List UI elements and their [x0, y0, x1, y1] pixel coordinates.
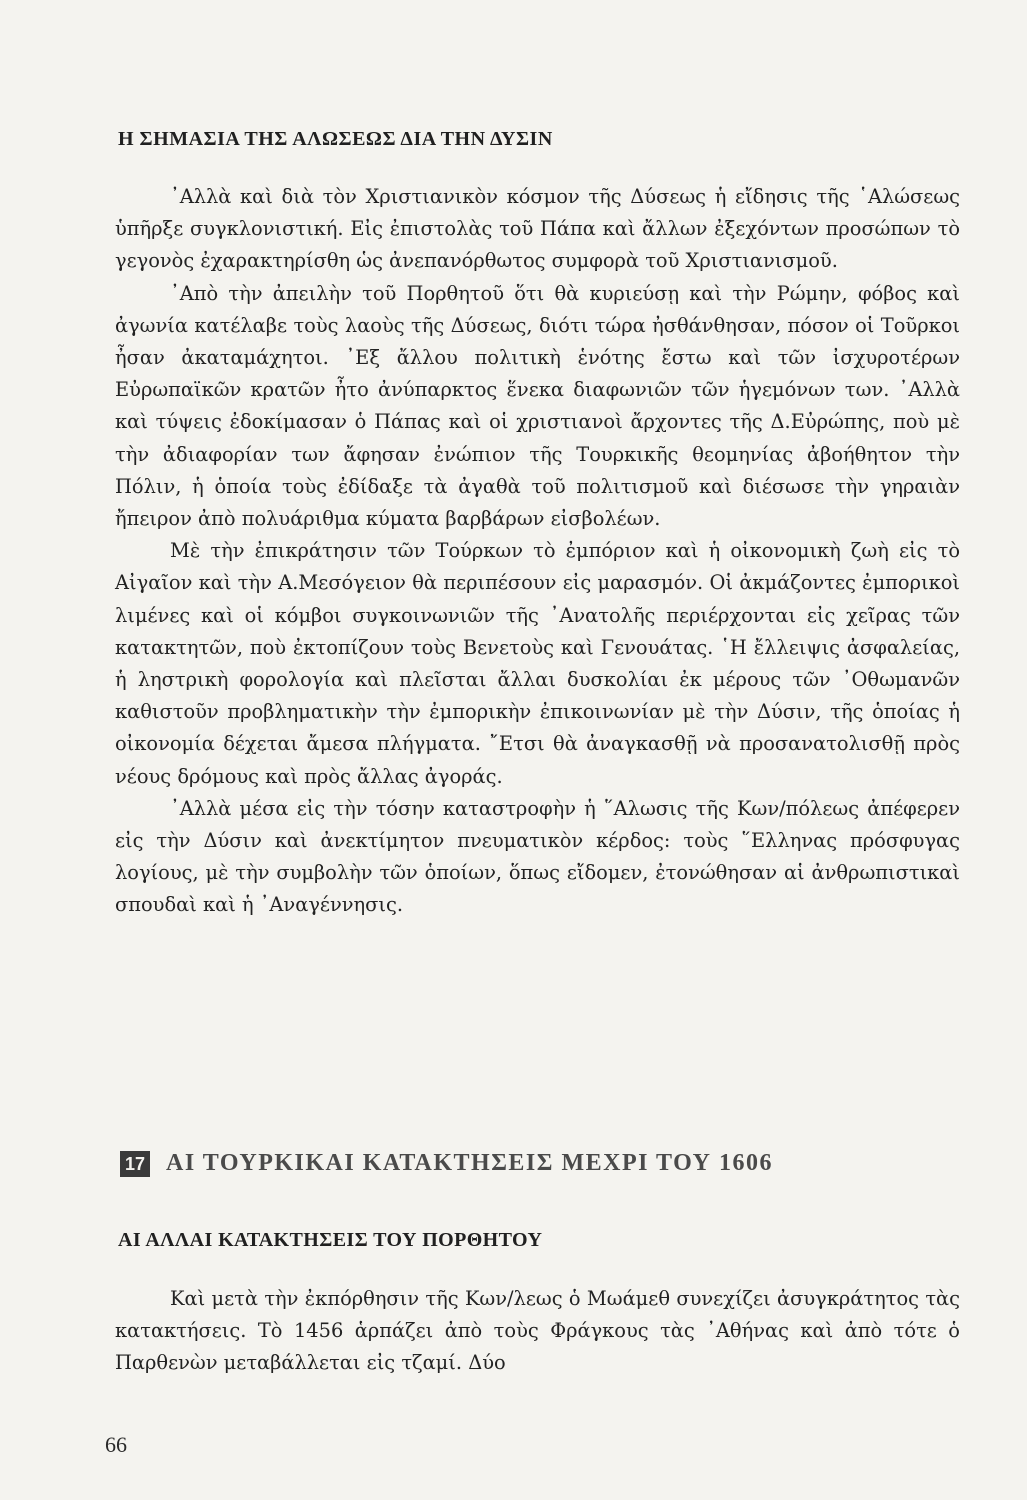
chapter-number-badge: 17 [120, 1151, 150, 1177]
paragraph: ᾿Αλλὰ μέσα εἰς τὴν τόσην καταστροφὴν ἡ ῞Αλωσις τῆς Κων/πόλεως ἀπέφερεν εἰς τὴν Δύσιν καὶ ἀνεκτίμητον πνευματικὸν κέρδος: τοὺς ῞Ελληνας πρόσφυγας λογίους, μὲ τὴν συμβολὴν τῶν ὁποίων, ὅπως εἴδομεν, ἐτονώθησαν αἱ ἀνθρωπιστικαὶ σπουδαὶ καὶ ἡ ᾿Αναγέννησις. [115, 796, 960, 917]
paragraph: Καὶ μετὰ τὴν ἐκπόρθησιν τῆς Κων/λεως ὁ Μωάμεθ συνεχίζει ἀσυγκράτητος τὰς κατακτήσεις. Τὸ 1456 ἁρπάζει ἀπὸ τοὺς Φράγκους τὰς ᾿Αθήνας καὶ ἀπὸ τότε ὁ Παρθενὼν μεταβάλλεται εἰς τζαμί. Δύο [115, 1287, 960, 1375]
chapter-heading [120, 1150, 773, 1177]
section-title: Η ΣΗΜΑΣΙΑ ΤΗΣ ΑΛΩΣΕΩΣ ΔΙΑ ΤΗΝ ΔΥΣΙΝ [118, 128, 553, 150]
main-text-block [115, 181, 960, 922]
paragraph: Μὲ τὴν ἐπικράτησιν τῶν Τούρκων τὸ ἐμπόριον καὶ ἡ οἰκονομικὴ ζωὴ εἰς τὸ Αἰγαῖον καὶ τὴν Α.Μεσόγειον θὰ περιπέσουν εἰς μαρασμόν. Οἱ ἀκμάζοντες ἐμπορικοὶ λιμένες καὶ οἱ κόμβοι συγκοινωνιῶν τῆς ᾿Ανατολῆς περιέρχονται εἰς χεῖρας τῶν κατακτητῶν, ποὺ ἐκτοπίζουν τοὺς Βενετοὺς καὶ Γενουάτας. ῾Η ἔλλειψις ἀσφαλείας, ἡ ληστρικὴ φορολογία καὶ πλεῖσται ἄλλαι δυσκολίαι ἐκ μέρους τῶν ᾿Οθωμανῶν καθιστοῦν προβληματικὴν τὴν ἐμπορικὴν ἐπικοινωνίαν μὲ τὴν Δύσιν, τῆς ὁποίας ἡ οἰκονομία δέχεται ἄμεσα πλήγματα. ῎Ετσι θὰ ἀναγκασθῇ νὰ προσανατολισθῇ πρὸς νέους δρόμους καὶ πρὸς ἄλλας ἀγοράς. [115, 539, 960, 788]
page-number: 66 [105, 1432, 127, 1457]
subsection-text-block [115, 1283, 960, 1380]
paragraph: ᾿Αλλὰ καὶ διὰ τὸν Χριστιανικὸν κόσμον τῆς Δύσεως ἡ εἴδησις τῆς ῾Αλώσεως ὑπῆρξε συγκλονιστική. Εἰς ἐπιστολὰς τοῦ Πάπα καὶ ἄλλων ἐξεχόντων προσώπων τὸ γεγονὸς ἐχαρακτηρίσθη ὡς ἀνεπανόρθωτος συμφορὰ τοῦ Χριστιανισμοῦ. [115, 185, 960, 273]
subsection-title: ΑΙ ΑΛΛΑΙ ΚΑΤΑΚΤΗΣΕΙΣ ΤΟΥ ΠΟΡΘΗΤΟΥ [118, 1229, 543, 1251]
chapter-title: ΑΙ ΤΟΥΡΚΙΚΑΙ ΚΑΤΑΚΤΗΣΕΙΣ ΜΕΧΡΙ ΤΟΥ 1606 [166, 1150, 773, 1176]
paragraph: ᾿Απὸ τὴν ἀπειλὴν τοῦ Πορθητοῦ ὅτι θὰ κυριεύσῃ καὶ τὴν Ρώμην, φόβος καὶ ἀγωνία κατέλαβε τοὺς λαοὺς τῆς Δύσεως, διότι τώρα ἠσθάνθησαν, πόσον οἱ Τοῦρκοι ἦσαν ἀκαταμάχητοι. ᾿Εξ ἄλλου πολιτικὴ ἑνότης ἔστω καὶ τῶν ἰσχυροτέρων Εὐρωπαϊκῶν κρατῶν ἦτο ἀνύπαρκτος ἕνεκα διαφωνιῶν τῶν ἡγεμόνων των. ᾿Αλλὰ καὶ τύψεις ἐδοκίμασαν ὁ Πάπας καὶ οἱ χριστιανοὶ ἄρχοντες τῆς Δ.Εὐρώπης, ποὺ μὲ τὴν ἀδιαφορίαν των ἄφησαν ἐνώπιον τῆς Τουρκικῆς θεομηνίας ἀβοήθητον τὴν Πόλιν, ἡ ὁποία τοὺς ἐδίδαξε τὰ ἀγαθὰ τοῦ πολιτισμοῦ καὶ διέσωσε τὴν γηραιὰν ἤπειρον ἀπὸ πολυάριθμα κύματα βαρβάρων εἰσβολέων. [115, 281, 960, 531]
